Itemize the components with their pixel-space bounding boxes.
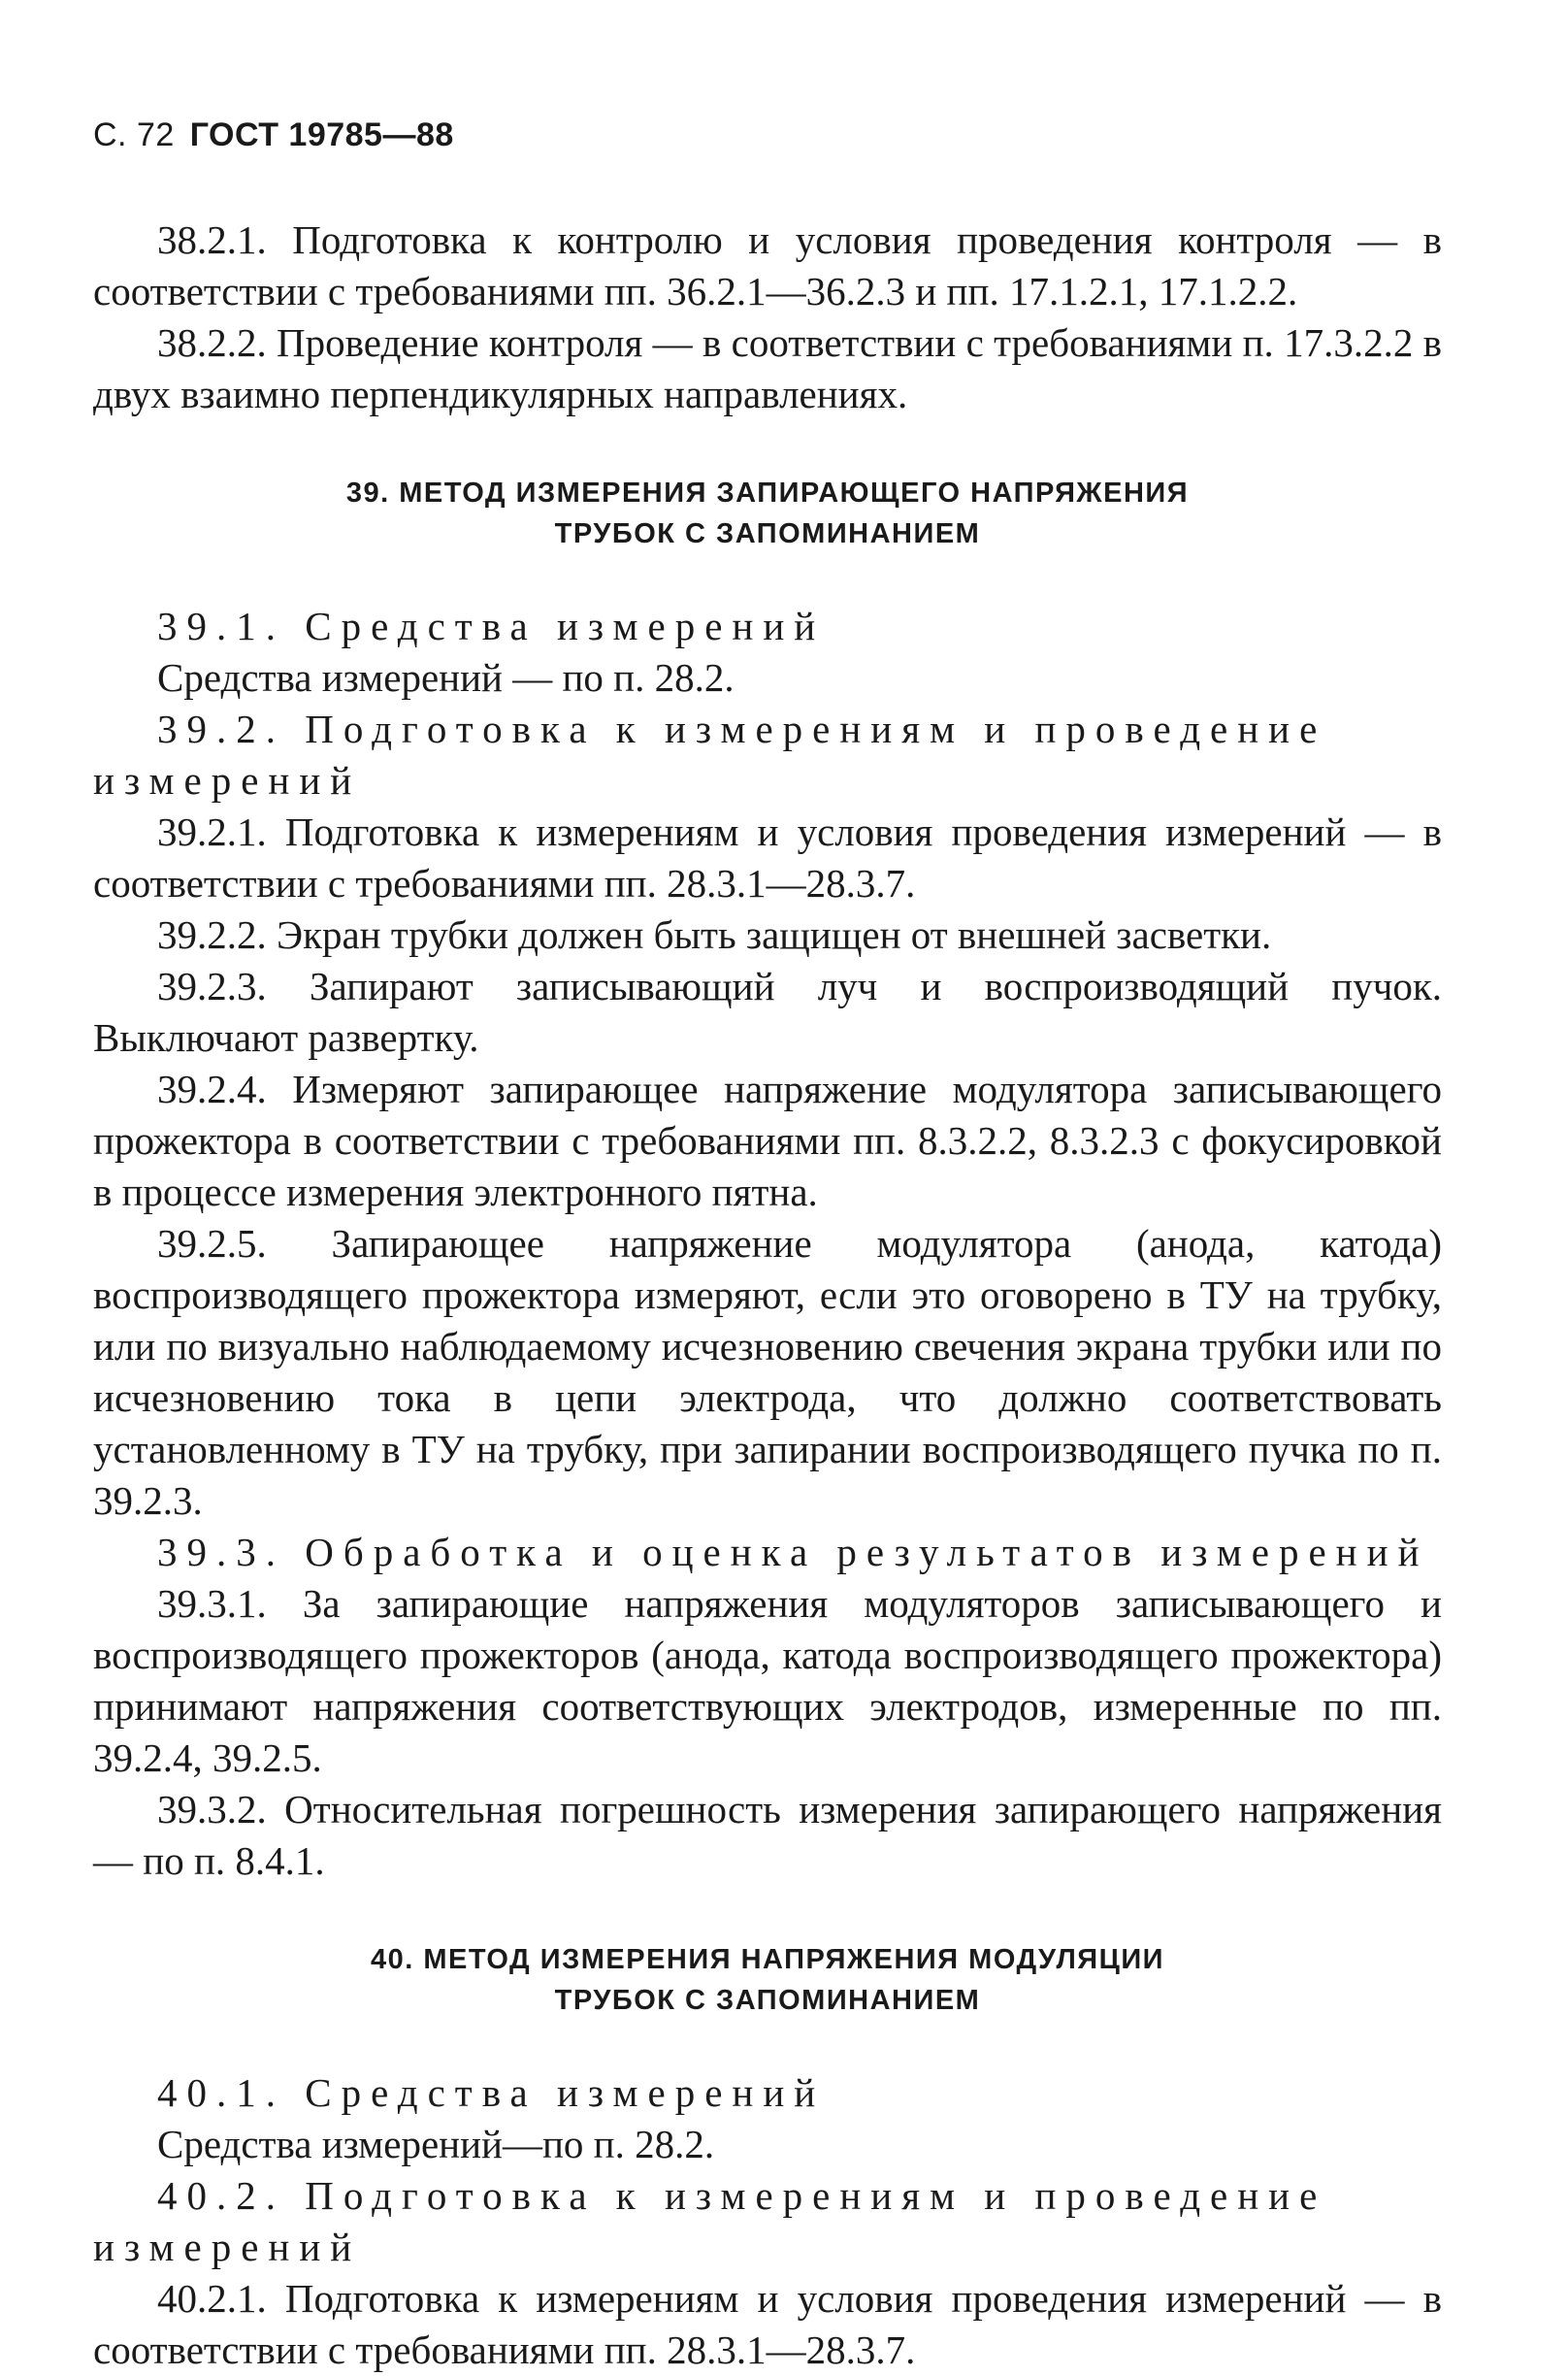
- paragraph-38-2-1: 38.2.1. Подготовка к контролю и условия проведения контроля — в соответствии с требованиями пп. 36.2.1—36.2.3 и пп. 17.1.2.1, 17.1.2.2.: [93, 217, 1442, 314]
- paragraph-39-2-5: 39.2.5. Запирающее напряжение модулятора (анода, катода) воспроизводящего прожектора измеряют, если это оговорено в ТУ на трубку, или по визуально наблюдаемому исчезновению свечения экрана трубки или по исчезновению тока в цепи электрода, что должно соответствовать установленному в ТУ на трубку, при запирании воспроизводящего пучка по п. 39.2.3.: [93, 1221, 1442, 1523]
- section-39-heading: [93, 473, 1442, 554]
- running-header: [93, 116, 1442, 154]
- paragraph-39-2-4: 39.2.4. Измеряют запирающее напряжение модулятора записывающего прожектора в соответствии с требованиями пп. 8.3.2.2, 8.3.2.3 с фокусировкой в процессе измерения электронного пятна.: [93, 1067, 1442, 1214]
- section-40-heading: [93, 1939, 1442, 2021]
- subsection-40-2-title: 40.2. Подготовка к измерениям и проведение измерений: [93, 2173, 1327, 2269]
- subsection-39-1-title: 39.1. Средства измерений: [157, 604, 826, 648]
- page-number: С. 72: [93, 116, 175, 153]
- paragraph-40-1-text: Средства измерений—по п. 28.2.: [157, 2122, 715, 2166]
- paragraph-38-2-2: 38.2.2. Проведение контроля — в соответствии с требованиями п. 17.3.2.2 в двух взаимно перпендикулярных направлениях.: [93, 320, 1442, 416]
- subsection-39-2-title: 39.2. Подготовка к измерениям и проведение измерений: [93, 707, 1327, 803]
- paragraph-39-2-3: 39.2.3. Запирают записывающий луч и воспроизводящий пучок. Выключают развертку.: [93, 964, 1442, 1060]
- section-39-heading-line1: 39. МЕТОД ИЗМЕРЕНИЯ ЗАПИРАЮЩЕГО НАПРЯЖЕНИЯ: [345, 478, 1190, 509]
- section-40-heading-line1: 40. МЕТОД ИЗМЕРЕНИЯ НАПРЯЖЕНИЯ МОДУЛЯЦИИ: [370, 1944, 1165, 1975]
- paragraph-39-2-1: 39.2.1. Подготовка к измерениям и условия проведения измерений — в соответствии с требованиями пп. 28.3.1—28.3.7.: [93, 809, 1442, 906]
- paragraph-39-1-text: Средства измерений — по п. 28.2.: [157, 655, 735, 700]
- document-page: [93, 116, 1442, 2376]
- subsection-39-3-title: 39.3. Обработка и оценка результатов измерений: [157, 1530, 1429, 1574]
- paragraph-40-2-1: 40.2.1. Подготовка к измерениям и условия проведения измерений — в соответствии с требованиями пп. 28.3.1—28.3.7.: [93, 2276, 1442, 2372]
- paragraph-39-2-2: 39.2.2. Экран трубки должен быть защищен от внешней засветки.: [157, 912, 1272, 957]
- paragraph-39-3-2: 39.3.2. Относительная погрешность измерения запирающего напряжения — по п. 8.4.1.: [93, 1787, 1442, 1883]
- paragraph-39-3-1: 39.3.1. За запирающие напряжения модуляторов записывающего и воспроизводящего прожекторов (анода, катода воспроизводящего прожектора) принимают напряжения соответствующих электродов, измеренные по пп. 39.2.4, 39.2.5.: [93, 1581, 1442, 1780]
- subsection-40-1-title: 40.1. Средства измерений: [157, 2070, 826, 2115]
- section-40-heading-line2: ТРУБОК С ЗАПОМИНАНИЕМ: [554, 1985, 981, 2016]
- standard-designation: ГОСТ 19785—88: [189, 116, 454, 153]
- section-39-heading-line2: ТРУБОК С ЗАПОМИНАНИЕМ: [554, 518, 981, 549]
